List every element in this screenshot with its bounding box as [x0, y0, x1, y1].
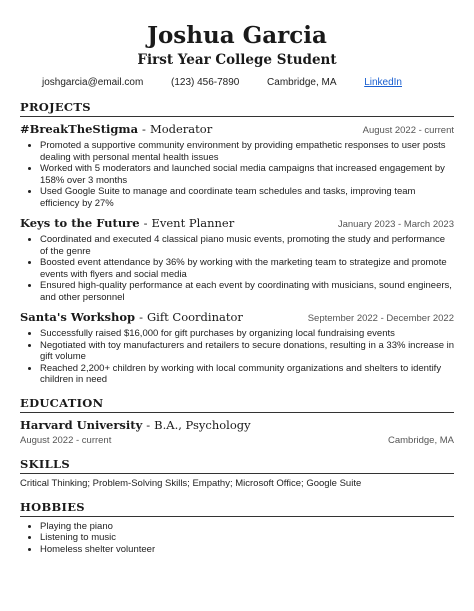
project-role: Moderator — [149, 122, 213, 136]
education-section — [20, 396, 454, 447]
bullet-item: • Coordinated and executed 4 classical piano music events, promoting the study and performance of the genre — [40, 234, 454, 257]
project-date: September 2022 - December 2022 — [307, 313, 454, 324]
bullet-item: • Worked with 5 moderators and launched social media campaigns that increased engagement by 158% over 3 months — [40, 163, 454, 186]
hobby-item: • Homeless shelter volunteer — [40, 544, 454, 556]
contact-row — [42, 76, 402, 90]
project-org: Keys to the Future — [20, 216, 140, 230]
title-separator: - — [142, 122, 146, 136]
project-bullets — [20, 234, 454, 303]
project-role: Event Planner — [151, 216, 235, 230]
skills-heading: SKILLS — [20, 457, 454, 474]
project-entry — [20, 216, 454, 303]
education-entry — [20, 418, 454, 447]
project-org: Santa's Workshop — [20, 310, 136, 324]
bullet-item: • Promoted a supportive community environment by providing empathetic responses to user posts dealing with personal mental health issues — [40, 140, 454, 163]
school-name: Harvard University — [20, 417, 143, 432]
title-separator: - — [146, 417, 151, 432]
project-entry — [20, 310, 454, 386]
candidate-headline: First Year College Student — [137, 52, 337, 68]
projects-section — [20, 100, 454, 386]
hobbies-heading: HOBBIES — [20, 500, 454, 517]
linkedin-link[interactable]: LinkedIn — [364, 77, 402, 88]
skills-list: Critical Thinking; Problem-Solving Skills; Empathy; Microsoft Office; Google Suite — [20, 477, 362, 489]
hobby-item: • Listening to music — [40, 532, 454, 544]
project-role: Gift Coordinator — [147, 310, 243, 324]
contact-email: joshgarcia@email.com — [42, 77, 144, 88]
skills-section — [20, 457, 454, 490]
project-date: January 2023 - March 2023 — [337, 219, 454, 230]
hobbies-list — [20, 521, 454, 556]
title-separator: - — [143, 216, 148, 230]
project-org: #BreakTheStigma — [20, 122, 139, 136]
bullet-item: • Successfully raised $16,000 for gift purchases by organizing local fundraising events — [40, 328, 454, 340]
project-entry — [20, 122, 454, 209]
project-bullets — [20, 328, 454, 386]
bullet-item: • Boosted event attendance by 36% by working with the marketing team to strategize and promote events with flyers and social media — [40, 257, 454, 280]
bullet-item: • Used Google Suite to manage and coordinate team schedules and tasks, improving team efficiency by 27% — [40, 186, 454, 209]
title-separator: - — [139, 310, 143, 324]
contact-location: Cambridge, MA — [267, 77, 337, 88]
bullet-item: • Ensured high-quality performance at each event by coordinating with musicians, sound engineers, and other personnel — [40, 280, 454, 303]
contact-phone: (123) 456-7890 — [170, 77, 240, 88]
project-bullets — [20, 140, 454, 209]
education-location: Cambridge, MA — [388, 434, 454, 446]
bullet-item: • Negotiated with toy manufacturers and retailers to secure donations, resulting in a 33% increase in gift volume — [40, 340, 454, 363]
candidate-name: Joshua Garcia — [147, 22, 327, 49]
degree: B.A., Psychology — [154, 417, 251, 432]
hobbies-section — [20, 500, 454, 556]
project-date: August 2022 - current — [362, 125, 454, 136]
projects-heading: PROJECTS — [20, 100, 454, 117]
hobby-item: • Playing the piano — [40, 521, 454, 533]
education-heading: EDUCATION — [20, 396, 454, 413]
bullet-item: • Reached 2,200+ children by working with local community organizations and shelters to identify children in need — [40, 363, 454, 386]
education-date: August 2022 - current — [20, 434, 112, 446]
